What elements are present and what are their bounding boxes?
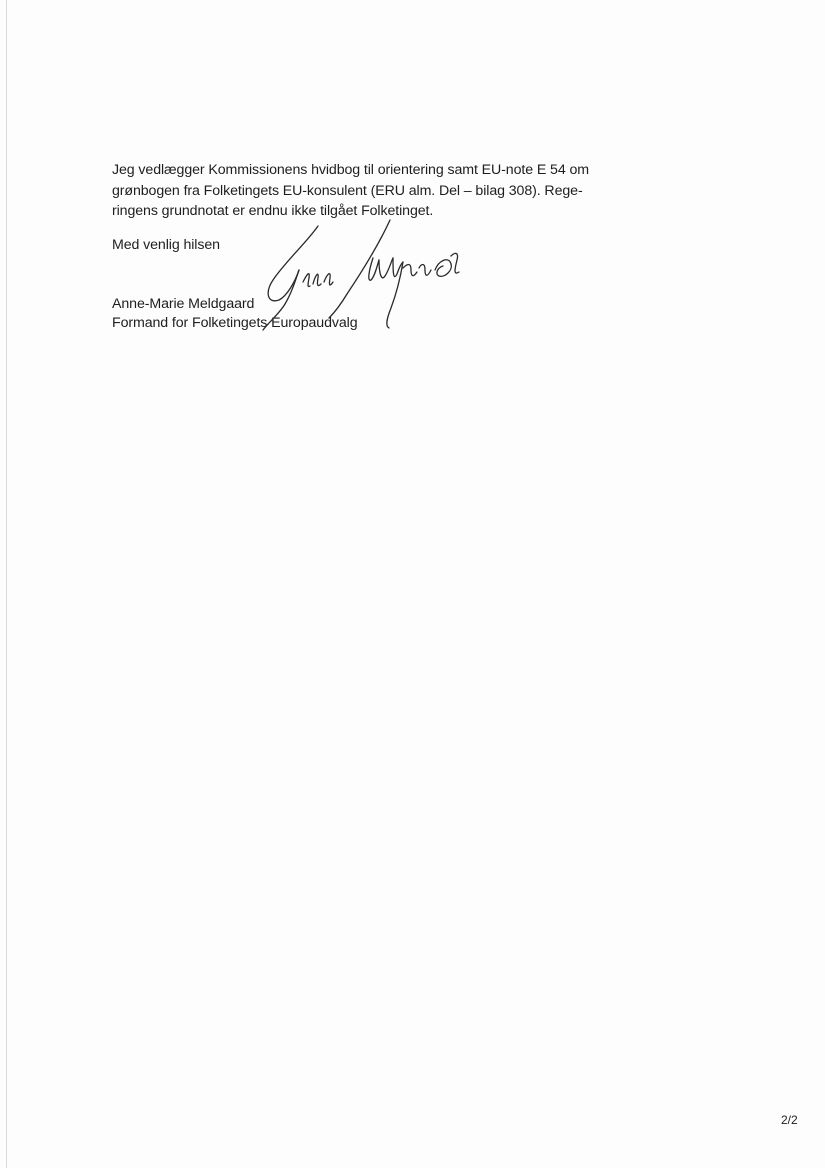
closing-salutation: Med venlig hilsen (112, 237, 220, 253)
handwritten-signature (255, 212, 470, 337)
signer-title: Formand for Folketingets Europaudvalg (112, 315, 358, 331)
scan-edge-line (6, 0, 7, 1168)
body-line-2: grønbogen fra Folketingets EU-konsulent (ERU alm. Del – bilag 308). Rege- (112, 182, 583, 199)
body-line-3: ringens grundnotat er endnu ikke tilgået Folketinget. (112, 203, 434, 219)
body-line-1: Jeg vedlægger Kommissionens hvidbog til orientering samt EU-note E 54 om (112, 162, 589, 178)
page-number: 2/2 (781, 1113, 798, 1127)
signer-name: Anne-Marie Meldgaard (112, 296, 255, 312)
